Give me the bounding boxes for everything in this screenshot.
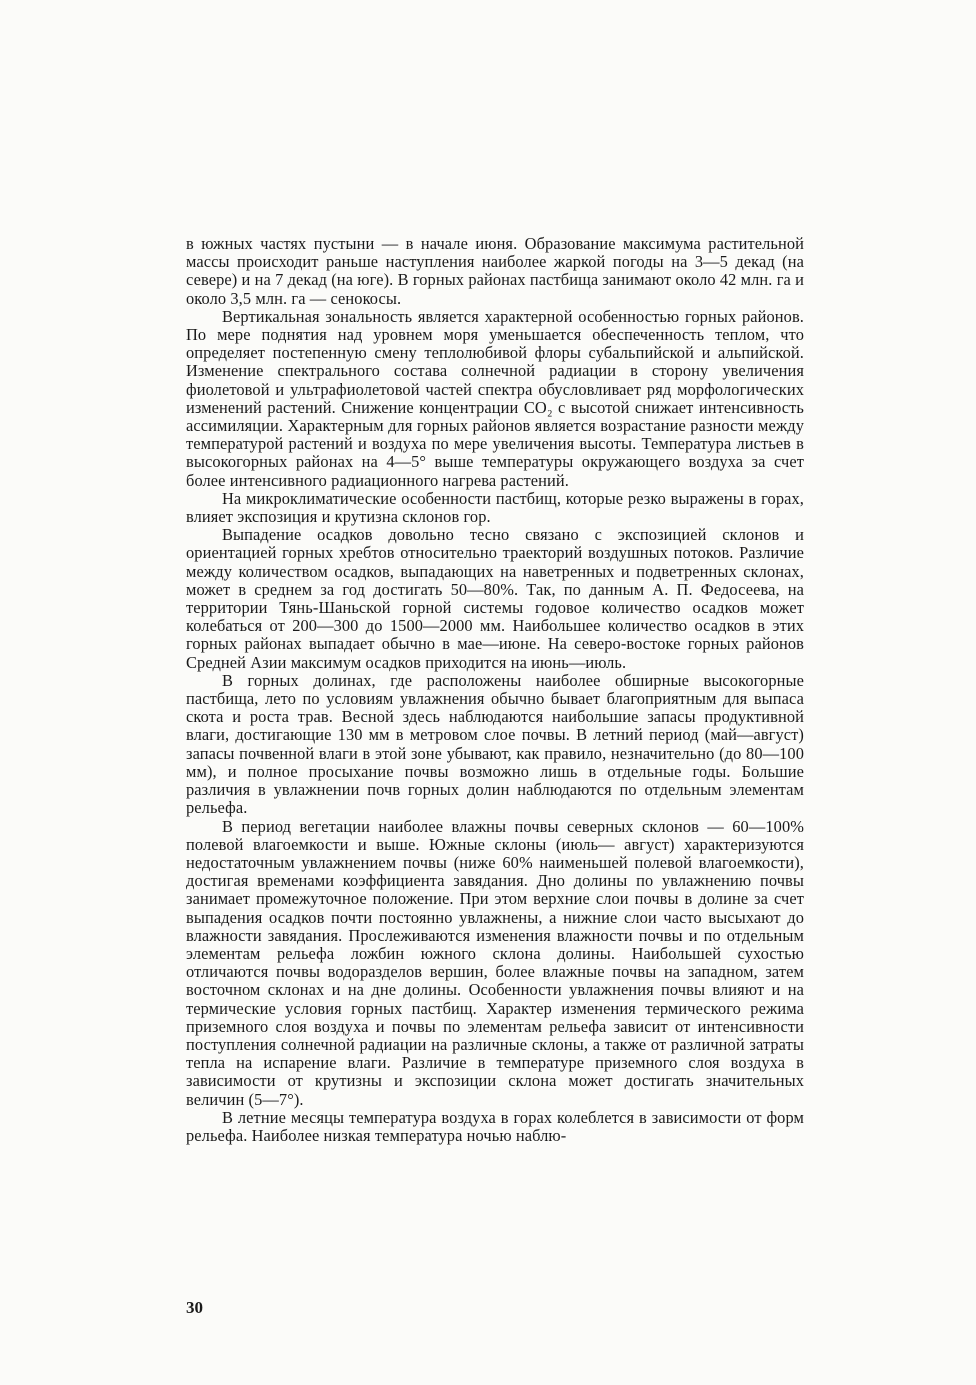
paragraph-7: В летние месяцы температура воздуха в горах колеблется в зависимости от форм рельефа. Наиболее низкая температура ночью наблю- — [186, 1107, 804, 1145]
paragraph-4: Выпадение осадков довольно тесно связано с экспозицией склонов и ориентацией горных хребтов относительно траекторий воздушных потоков. Различие между количеством осадков, выпадающих на наветренных и подветренных склонах, может в среднем за год достигать 50—80%. Так, по данным А. П. Федосеева, на территории Тянь-Шаньской горной системы годовое количество осадков может колебаться от 200—300 до 1500—2000 мм. Наибольшее количество осадков в этих горных районах выпадает обычно в мае—июне. На северо-востоке горных районов Средней Азии максимум осадков приходится на июнь—июль. — [186, 525, 804, 672]
paragraph-5: В горных долинах, где расположены наиболее обширные высокогорные пастбища, лето по условиям увлажнения обычно бывает благоприятным для выпаса скота и роста трав. Весной здесь наблюдаются наибольшие запасы продуктивной влаги, достигающие 130 мм в метровом слое почвы. В летний период (май—август) запасы почвенной влаги в этой зоне убывают, как правило, незначительно (до 80—100 мм), и полное просыхание почвы возможно лишь в отдельные годы. Большие различия в увлажнении почв горных долин наблюдаются по отдельным элементам рельефа. — [186, 670, 804, 818]
paragraph-3: На микроклиматические особенности пастбищ, которые резко выражены в горах, влияет экспозиция и крутизна склонов гор. — [186, 488, 804, 527]
paragraph-6: В период вегетации наиболее влажны почвы северных склонов — 60—100% полевой влагоемкости и выше. Южные склоны (июль— август) характеризуются недостаточным увлажнением почвы (ниже 60% наименьшей полевой влагоемкости), достигая временами коэффициента завядания. Дно долины по увлажнению почвы занимает промежуточное положение. При этом верхние слои почвы в долине за счет выпадения осадков почти постоянно увлажнены, а нижние слои часто высыхают до влажности завядания. Прослеживаются изменения влажности почвы и по отдельным элементам рельефа ложбин южного склона долины. Наибольшей сухостью отличаются почвы водоразделов вершин, более влажные почвы на западном, затем восточном склонах и на дне долины. Особенности увлажнения почвы влияют и на термические условия горных пастбищ. Характер изменения термического режима приземного слоя воздуха и почвы по элементам рельефа зависит от интенсивности поступления солнечной радиации на различные склоны, а также от различной затраты тепла на испарение влаги. Различие в температуре приземного слоя воздуха в зависимости от крутизны и экспозиции склона может достигать значительных величин (5—7°). — [186, 816, 804, 1109]
paragraph-1: в южных частях пустыни — в начале июня. Образование максимума растительной массы происходит раньше наступления наиболее жаркой погоды на 3—5 декад (на севере) и на 7 декад (на юге). В горных районах пастбища занимают около 42 млн. га и около 3,5 млн. га — сенокосы. — [186, 234, 804, 308]
paragraph-2: Вертикальная зональность является характерной особенностью горных районов. По мере поднятия над уровнем моря уменьшается обеспеченность теплом, что определяет постепенную смену теплолюбивой флоры субальпийской и альпийской. Изменение спектрального состава солнечной радиации в сторону увеличения фиолетовой и ультрафиолетовой частей спектра обусловливает ряд морфологических изменений растений. Снижение концентрации CO₂ с высотой снижает интенсивность ассимиляции. Характерным для горных районов является возрастание разности между температурой растений и воздуха по мере увеличения высоты. Температура листьев в высокогорных районах на 4—5° выше температуры окружающего воздуха за счет более интенсивного радиационного нагрева растений. — [186, 306, 804, 490]
body-text — [186, 235, 804, 1145]
page-number: 30 — [186, 1298, 203, 1317]
